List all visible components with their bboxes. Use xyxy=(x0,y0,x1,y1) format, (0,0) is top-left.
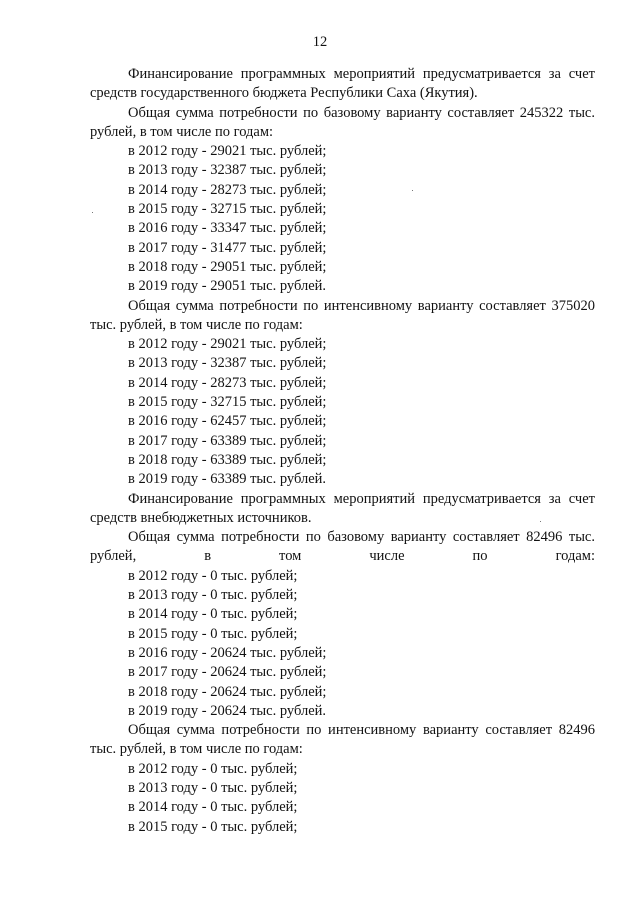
year-line: в 2017 году - 63389 тыс. рублей; xyxy=(128,432,327,449)
page-number: 12 xyxy=(312,34,328,50)
year-line: в 2018 году - 29051 тыс. рублей; xyxy=(128,258,327,275)
document-body xyxy=(90,65,595,837)
scan-speck xyxy=(412,190,413,191)
year-line: в 2012 году - 0 тыс. рублей; xyxy=(128,760,298,777)
year-line: в 2019 году - 63389 тыс. рублей. xyxy=(128,471,327,488)
year-line: в 2018 году - 20624 тыс. рублей; xyxy=(128,683,327,700)
scan-speck xyxy=(540,521,541,522)
year-line: в 2019 году - 20624 тыс. рублей. xyxy=(128,702,327,719)
paragraph-extrabudget-base-total: Общая сумма потребности по базовому варианту составляет 82496 тыс. рублей, в том числе по годам: xyxy=(90,529,595,565)
year-line: в 2015 году - 32715 тыс. рублей; xyxy=(128,394,327,411)
year-line: в 2016 году - 33347 тыс. рублей; xyxy=(128,220,327,237)
year-line: в 2014 году - 28273 тыс. рублей; xyxy=(128,181,327,198)
year-line: в 2017 году - 20624 тыс. рублей; xyxy=(128,664,327,681)
scan-speck xyxy=(92,212,93,213)
year-line: в 2013 году - 0 тыс. рублей; xyxy=(128,587,298,604)
year-line: в 2014 году - 28273 тыс. рублей; xyxy=(128,374,327,391)
year-line: в 2016 году - 20624 тыс. рублей; xyxy=(128,644,327,661)
year-line: в 2016 году - 62457 тыс. рублей; xyxy=(128,413,327,430)
year-line: в 2013 году - 32387 тыс. рублей; xyxy=(128,355,327,372)
year-line: в 2015 году - 0 тыс. рублей; xyxy=(128,625,298,642)
year-line: в 2015 году - 32715 тыс. рублей; xyxy=(128,201,327,218)
paragraph-extrabudget-intensive-total: Общая сумма потребности по интенсивному варианту составляет 82496 тыс. рублей, в том числе по годам: xyxy=(90,722,595,758)
year-line: в 2013 году - 0 тыс. рублей; xyxy=(128,779,298,796)
year-line: в 2014 году - 0 тыс. рублей; xyxy=(128,799,298,816)
paragraph-budget-source: Финансирование программных мероприятий предусматривается за счет средств государственного бюджета Республики Саха (Якутия). xyxy=(90,66,595,102)
year-line: в 2012 году - 0 тыс. рублей; xyxy=(128,567,298,584)
year-line: в 2018 году - 63389 тыс. рублей; xyxy=(128,451,327,468)
year-line: в 2012 году - 29021 тыс. рублей; xyxy=(128,336,327,353)
paragraph-budget-intensive-total: Общая сумма потребности по интенсивному варианту составляет 375020 тыс. рублей, в том числе по годам: xyxy=(90,297,595,333)
year-line: в 2012 году - 29021 тыс. рублей; xyxy=(128,143,327,160)
paragraph-extrabudget-source: Финансирование программных мероприятий предусматривается за счет средств внебюджетных источников. xyxy=(90,490,595,526)
year-line: в 2015 году - 0 тыс. рублей; xyxy=(128,818,298,835)
year-line: в 2017 году - 31477 тыс. рублей; xyxy=(128,239,327,256)
year-line: в 2019 году - 29051 тыс. рублей. xyxy=(128,278,327,295)
year-line: в 2014 году - 0 тыс. рублей; xyxy=(128,606,298,623)
year-line: в 2013 году - 32387 тыс. рублей; xyxy=(128,162,327,179)
paragraph-budget-base-total: Общая сумма потребности по базовому варианту составляет 245322 тыс. рублей, в том числе по годам: xyxy=(90,104,595,140)
